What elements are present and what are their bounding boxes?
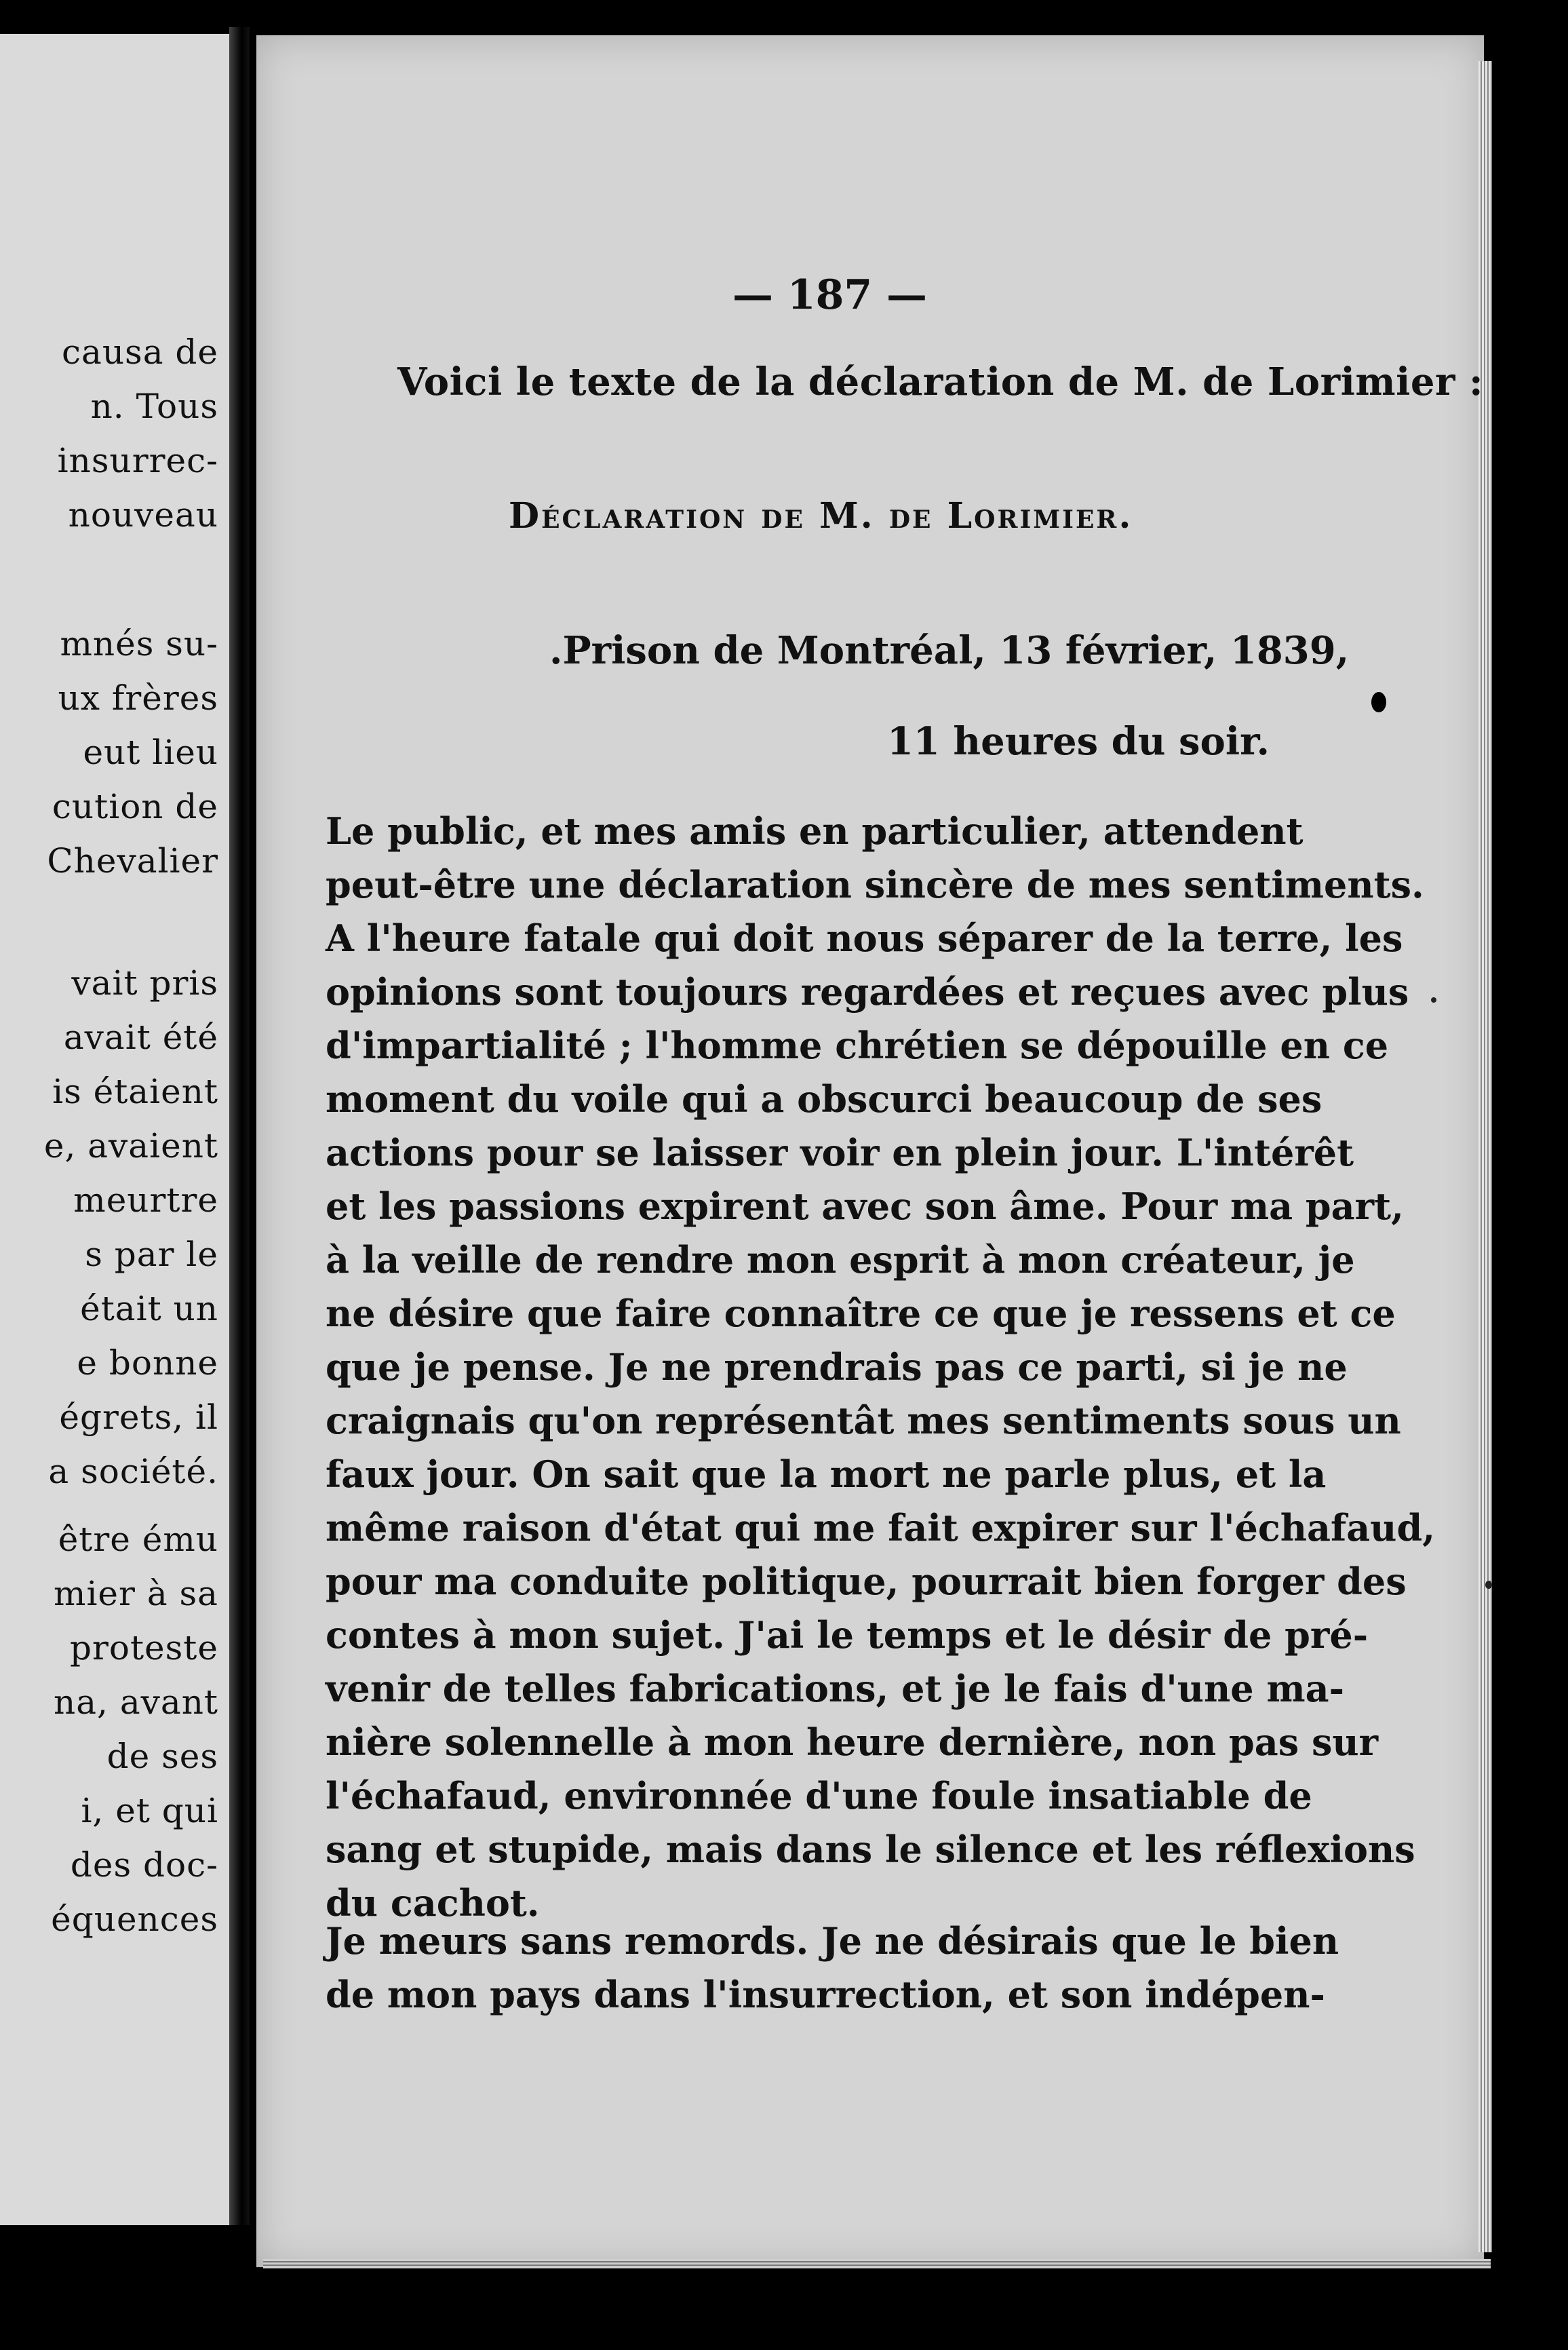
text-line: sang et stupide, mais dans le silence et les réflexions <box>326 1828 1415 1871</box>
text-line: opinions sont toujours regardées et reçues avec plus <box>326 970 1409 1014</box>
paragraph-1 <box>326 805 1436 1930</box>
text-line: que je pense. Je ne prendrais pas ce parti, si je ne <box>326 1345 1348 1389</box>
left-page-line: e, avaient <box>43 1126 218 1166</box>
book-gutter <box>229 27 250 2225</box>
text-line: peut-être une déclaration sincère de mes sentiments. <box>326 863 1424 906</box>
left-page-line: équences <box>51 1900 218 1939</box>
text-line: pour ma conduite politique, pourrait bien forger des <box>326 1560 1407 1603</box>
text-line: d'impartialité ; l'homme chrétien se dépouille en ce <box>326 1024 1389 1067</box>
text-line: moment du voile qui a obscurci beaucoup de ses <box>326 1077 1322 1121</box>
text-line: A l'heure fatale qui doit nous séparer de la terre, les <box>326 917 1403 960</box>
place-date-line: .Prison de Montréal, 13 février, 1839, <box>549 628 1350 673</box>
text-line: Le public, et mes amis en particulier, attendent <box>326 809 1304 853</box>
text-line: faux jour. On sait que la mort ne parle plus, et la <box>326 1452 1327 1496</box>
left-page-line: des doc- <box>70 1845 218 1885</box>
left-page-line: mier à sa <box>54 1574 218 1613</box>
left-page-line: e bonne <box>77 1343 218 1383</box>
ink-speck <box>1485 1581 1492 1589</box>
left-page-line: proteste <box>69 1628 218 1668</box>
text-line: même raison d'état qui me fait expirer sur l'échafaud, <box>326 1506 1436 1549</box>
left-page-line: n. Tous <box>90 387 218 426</box>
left-facing-page <box>0 34 231 2225</box>
left-page-line: a société. <box>48 1452 218 1491</box>
text-line: à la veille de rendre mon esprit à mon créateur, je <box>326 1238 1355 1282</box>
paragraph-2 <box>326 1914 1339 2022</box>
intro-line: Voici le texte de la déclaration de M. de Lorimier : <box>397 360 1484 404</box>
page-number: — 187 — <box>732 271 928 319</box>
ink-speck <box>1431 997 1436 1003</box>
left-page-line: s par le <box>85 1235 218 1274</box>
ink-blot <box>1371 692 1386 712</box>
text-line: de mon pays dans l'insurrection, et son indépen- <box>326 1973 1325 2016</box>
text-line: nière solennelle à mon heure dernière, non pas sur <box>326 1720 1379 1764</box>
left-page-line: de ses <box>106 1737 218 1776</box>
left-page-line: ux frères <box>58 678 218 718</box>
text-line: ne désire que faire connaître ce que je ressens et ce <box>326 1292 1396 1335</box>
left-page-line: avait été <box>63 1018 218 1057</box>
left-page-line: i, et qui <box>81 1791 218 1830</box>
left-page-line: mnés su- <box>60 624 218 663</box>
text-line: et les passions expirent avec son âme. Pour ma part, <box>326 1184 1404 1228</box>
text-line: craignais qu'on représentât mes sentiments sous un <box>326 1399 1401 1442</box>
page-edges-bottom <box>263 2259 1491 2269</box>
text-line: contes à mon sujet. J'ai le temps et le désir de pré- <box>326 1613 1369 1657</box>
time-line: 11 heures du soir. <box>886 719 1270 764</box>
left-page-line: vait pris <box>71 963 218 1003</box>
left-page-line: Chevalier <box>47 841 218 881</box>
left-page-line: nouveau <box>68 495 218 535</box>
left-page-line: eut lieu <box>83 733 218 772</box>
left-page-line: meurtre <box>73 1180 218 1220</box>
text-line: Je meurs sans remords. Je ne désirais que le bien <box>326 1919 1339 1963</box>
left-page-line: être ému <box>58 1520 218 1559</box>
left-page-line: insurrec- <box>57 441 218 480</box>
left-page-line: is étaient <box>52 1072 218 1111</box>
left-page-line: cution de <box>52 787 218 826</box>
left-page-line: était un <box>80 1289 218 1328</box>
text-line: actions pour se laisser voir en plein jour. L'intérêt <box>326 1131 1354 1174</box>
left-page-line: égrets, il <box>59 1398 218 1437</box>
left-page-line: causa de <box>62 332 218 372</box>
text-line: du cachot. <box>326 1881 540 1925</box>
section-heading: Déclaration de M. de Lorimier. <box>509 495 1133 537</box>
text-line: venir de telles fabrications, et je le fais d'une ma- <box>326 1667 1345 1710</box>
text-line: l'échafaud, environnée d'une foule insatiable de <box>326 1774 1312 1817</box>
left-page-line: na, avant <box>54 1682 218 1722</box>
